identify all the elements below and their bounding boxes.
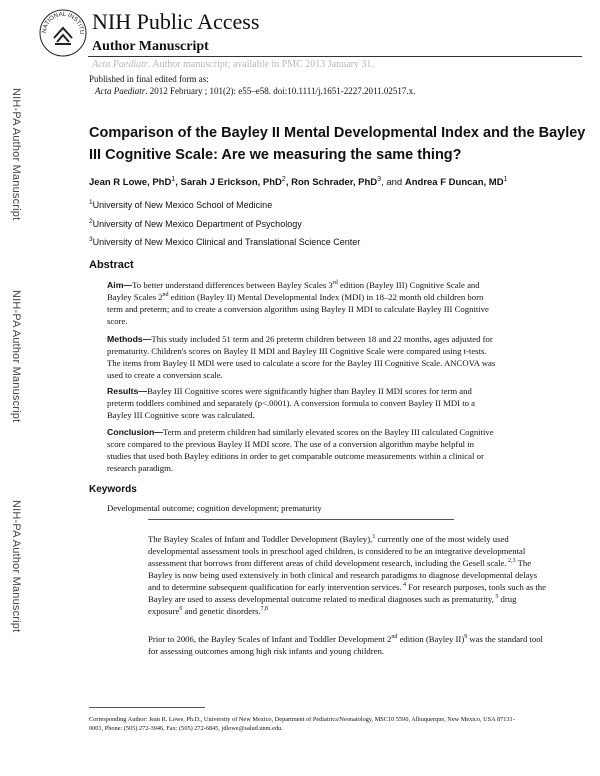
citation-ref: 2,3 (506, 558, 516, 565)
author-affil-sup: 1 (503, 176, 508, 183)
affiliation (89, 218, 302, 229)
results-label: Results— (107, 386, 148, 396)
author-name: Ron Schrader, PhD (291, 177, 378, 189)
citation-ref: 5 (493, 594, 499, 601)
author-affil-sup: 3 (377, 176, 382, 183)
body-text: The Bayley is now being used extensively in both clinical and research paradigms to diagnose developmental delays and to determine subsequent qualification for early intervention services. (148, 558, 538, 592)
header-divider (88, 56, 582, 57)
body-text: edition (Bayley II) (397, 634, 465, 644)
citation-ref: 6 (179, 606, 183, 613)
article-title: Comparison of the Bayley II Mental Developmental Index and the Bayley III Cognitive Scale: Are we measuring the same thing? (89, 125, 586, 163)
citation-ref: 7,8 (260, 606, 269, 613)
superscript: rd (332, 280, 338, 287)
abstract-aim (107, 279, 497, 327)
affiliation-sup: 3 (89, 236, 93, 243)
citation-line (95, 86, 415, 96)
abstract-conclusion (107, 426, 497, 474)
body-text: and genetic disorders. (182, 606, 261, 616)
footnote-divider (89, 707, 205, 708)
citation-ref: 1 (372, 534, 376, 541)
body-text: For research purposes, tools such as the Bayley are used to assess developmental outcome related to medical diagnoses such as prematurity, (148, 582, 546, 604)
superscript: nd (162, 292, 169, 299)
affiliation (89, 236, 360, 247)
affiliation-text: University of New Mexico Clinical and Translational Science Center (92, 237, 361, 247)
citation-details: . 2012 February ; 101(2): e55–e58. doi:10.1111/j.1651-2227.2011.02517.x. (145, 86, 416, 96)
abstract-heading: Abstract (89, 259, 134, 271)
body-paragraph-2 (148, 633, 548, 657)
section-divider (148, 519, 454, 520)
author-affil-sup: 2 (281, 176, 286, 183)
conclusion-text: Term and preterm children had similarly elevated scores on the Bayley III calculated Cognitive score compared to the previous Bayley II MDI score. The use of a conversion algorithm maybe helpful in studies that used both Bayley editions in order to get comparable outcome measurements within a clinical or research paradigm. (107, 427, 494, 473)
superscript: nd (391, 634, 398, 641)
aim-text: edition (Bayley II) Mental Developmental Index (MDI) in 18–22 month old children born term and preterm; and to create a conversion algorithm using Bayley II MDI to calculate Bayley III Cognitive score. (107, 292, 489, 326)
conclusion-label: Conclusion— (107, 427, 163, 437)
methods-text: This study included 51 term and 26 preterm children between 18 and 22 months, ages adjusted for prematurity. Children's scores on Bayley II MDI and Bayley III Cognitive Scale were compared using t-tests. The items from Bayley II MDI were used to calculate a score for the Bayley III Cognitive Scale. ANCOVA was used to create a conversion scale. (107, 334, 496, 380)
author-manuscript-label: Author Manuscript (92, 39, 209, 54)
nih-seal-logo (38, 8, 88, 58)
affiliation-text: University of New Mexico School of Medicine (92, 200, 273, 210)
author-separator: , and (381, 177, 405, 189)
author-list (89, 173, 559, 189)
author-separator: , (285, 177, 292, 189)
nih-public-access-title: NIH Public Access (92, 9, 260, 34)
abstract-results (107, 385, 497, 421)
author-name: Sarah J Erickson, PhD (180, 177, 282, 189)
keywords-text: Developmental outcome; cognition development; prematurity (107, 503, 322, 513)
citation-ref: 9 (464, 634, 468, 641)
author-name: Andrea F Duncan, MD (404, 177, 504, 189)
affiliation-sup: 1 (89, 199, 93, 206)
body-text: currently one of the most widely used developmental assessment tools in preschool aged children, is considered to be an integrative developmental assessment that borrows from different areas of child development research, including the Gesell scale. (148, 534, 526, 568)
published-in-label: Published in final edited form as: (89, 74, 209, 84)
aim-text: edition (Bayley III) Cognitive Scale and Bayley Scales 2 (107, 280, 480, 302)
side-label-2: NIH-PA Author Manuscript (10, 290, 22, 423)
side-label-3: NIH-PA Author Manuscript (10, 500, 22, 633)
abstract-methods (107, 333, 497, 381)
citation-ref: 4 (401, 582, 407, 589)
affiliation (89, 199, 272, 210)
corresponding-author-footnote: Corresponding Author: Jean R. Lowe, Ph.D., University of New Mexico, Department of Pediatrics/Neonatology, MSC10 5590, Albuquerque, New Mexico, USA 87131-0001, Phone: (505) 272-3946, Fax: (505) 272-6845, jdlowe@salud.unm.edu. (89, 716, 515, 732)
watermark-journal: Acta Paediatr (92, 59, 148, 70)
side-label-1: NIH-PA Author Manuscript (10, 88, 22, 221)
author-separator: , (175, 177, 181, 189)
methods-label: Methods— (107, 334, 152, 344)
seal-text: NATIONAL INSTITU (41, 11, 85, 35)
body-text: drug exposure (148, 594, 517, 616)
citation-journal: Acta Paediatr (95, 86, 146, 96)
affiliation-text: University of New Mexico Department of Psychology (92, 219, 302, 229)
aim-label: Aim— (107, 280, 133, 290)
body-text: Prior to 2006, the Bayley Scales of Infant and Toddler Development 2 (148, 634, 392, 644)
body-paragraph-1 (148, 533, 548, 617)
body-text: The Bayley Scales of Infant and Toddler Development (Bayley), (148, 534, 373, 544)
body-text: was the standard tool for assessing outcomes among high risk infants and young children. (148, 634, 543, 656)
watermark-rest: . Author manuscript; available in PMC 2013 January 31. (147, 59, 374, 70)
aim-text: To better understand differences between Bayley Scales 3 (132, 280, 333, 290)
author-name: Jean R Lowe, PhD (89, 177, 172, 189)
affiliation-sup: 2 (89, 218, 93, 225)
results-text: Bayley III Cognitive scores were significantly higher than Bayley II MDI scores for term and preterm toddlers combined and separately (p<.0001). A conversion formula to convert Bayley II MDI to a Bayley III Cognitive score was calculated. (107, 386, 475, 420)
keywords-heading: Keywords (89, 484, 137, 495)
author-affil-sup: 1 (171, 176, 176, 183)
availability-watermark (92, 59, 374, 70)
